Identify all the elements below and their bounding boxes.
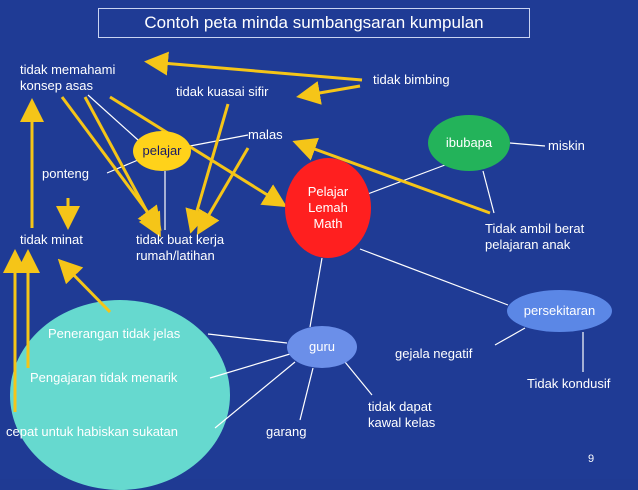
arrow-malas-tidakbuat bbox=[200, 148, 248, 230]
label-pengajaran-tidak-menarik: Pengajaran tidak menarik bbox=[30, 370, 178, 385]
arrow-bimbing-kuasai bbox=[302, 86, 360, 96]
label-tidak-buat-kerja-line1: tidak buat kerja bbox=[136, 232, 225, 247]
link-guru-kawal bbox=[345, 362, 372, 395]
arrow-bimbing-memahami bbox=[150, 62, 362, 80]
label-tidak-ambil-berat-line2: pelajaran anak bbox=[485, 237, 571, 252]
slide-title: Contoh peta minda sumbangsaran kumpulan bbox=[144, 13, 484, 32]
node-pelajar bbox=[133, 131, 191, 171]
label-tidak-buat-kerja-line2: rumah/latihan bbox=[136, 248, 215, 263]
label-garang: garang bbox=[266, 424, 307, 439]
label-tidak-minat: tidak minat bbox=[20, 232, 83, 247]
label-tidak-dapat-kawal-line1: tidak dapat bbox=[368, 399, 432, 414]
node-lemah-line1: Pelajar bbox=[307, 184, 349, 199]
label-tidak-kuasai-sifir: tidak kuasai sifir bbox=[176, 84, 269, 99]
label-tidak-memahami-line1: tidak memahami bbox=[20, 62, 116, 77]
label-ponteng: ponteng bbox=[42, 166, 89, 181]
node-lemah-line2: Lemah bbox=[308, 200, 348, 215]
link-guru-pengajaran bbox=[210, 354, 290, 378]
link-ibubapa-lemah bbox=[365, 165, 445, 195]
label-tidak-dapat-kawal-line2: kawal kelas bbox=[368, 415, 436, 430]
label-cepat-habiskan-sukatan: cepat untuk habiskan sukatan bbox=[6, 424, 179, 439]
link-guru-garang bbox=[300, 368, 313, 420]
node-guru-label: guru bbox=[308, 339, 336, 354]
title-box bbox=[98, 8, 530, 38]
label-tidak-ambil-berat bbox=[485, 221, 584, 253]
link-ibubapa-ambilberat bbox=[483, 171, 494, 213]
node-pelajar-lemah bbox=[285, 158, 371, 258]
label-gejala-negatif: gejala negatif bbox=[395, 346, 473, 361]
link-ibubapa-miskin bbox=[510, 143, 545, 146]
label-tidak-buat-kerja bbox=[136, 232, 224, 264]
page-number: 9 bbox=[588, 453, 595, 465]
label-tidak-kondusif: Tidak kondusif bbox=[527, 376, 611, 391]
label-miskin: miskin bbox=[548, 138, 585, 153]
link-persek-lemah bbox=[360, 249, 508, 305]
node-persekitaran bbox=[507, 290, 612, 332]
label-tidak-memahami bbox=[20, 62, 115, 94]
label-tidak-bimbing: tidak bimbing bbox=[373, 72, 450, 87]
link-guru-lemah bbox=[310, 258, 322, 327]
label-penerangan-tidak-jelas: Penerangan tidak jelas bbox=[48, 326, 181, 341]
node-lemah-line3: Math bbox=[313, 216, 343, 231]
link-guru-cepat bbox=[215, 362, 295, 428]
node-ibubapa-label: ibubapa bbox=[445, 135, 493, 150]
link-persek-gejala bbox=[495, 328, 525, 345]
label-tidak-ambil-berat-line1: Tidak ambil berat bbox=[485, 221, 585, 236]
label-tidak-dapat-kawal-kelas bbox=[368, 399, 435, 431]
label-malas: malas bbox=[248, 127, 283, 142]
label-tidak-memahami-line2: konsep asas bbox=[20, 78, 93, 93]
link-guru-penerangan bbox=[208, 334, 287, 343]
node-guru bbox=[287, 326, 357, 368]
node-pelajar-label: pelajar bbox=[142, 143, 182, 158]
arrow-penerangan-minat bbox=[62, 263, 110, 312]
node-persekitaran-label: persekitaran bbox=[523, 303, 596, 318]
node-ibubapa bbox=[428, 115, 510, 171]
